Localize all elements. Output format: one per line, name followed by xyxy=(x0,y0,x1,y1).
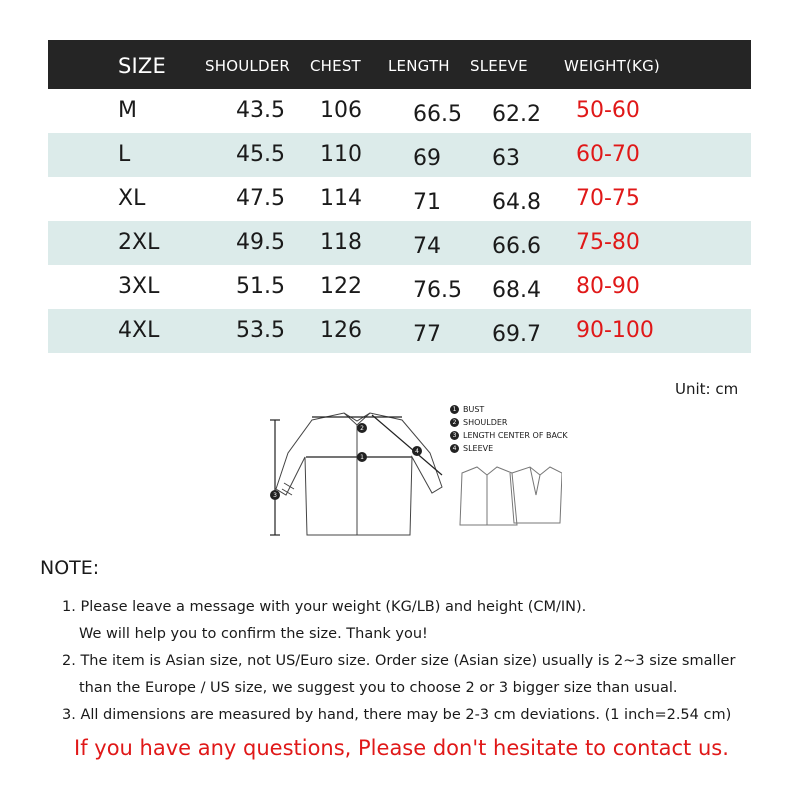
cell-sleeve: 63 xyxy=(492,146,520,171)
cell-weight: 80-90 xyxy=(576,274,640,299)
cell-length: 77 xyxy=(413,322,441,347)
cell-size: XL xyxy=(118,186,146,211)
note-line: 2. The item is Asian size, not US/Euro size. Order size (Asian size) usually is 2~3 size smaller xyxy=(62,653,736,669)
note-title: NOTE: xyxy=(40,557,100,579)
cell-size: 2XL xyxy=(118,230,160,255)
header-chest: CHEST xyxy=(310,57,361,75)
legend-item: 1 BUST xyxy=(450,403,568,416)
notes-list xyxy=(62,594,735,729)
header-length: LENGTH xyxy=(388,57,450,75)
cell-sleeve: 62.2 xyxy=(492,102,541,127)
cell-length: 74 xyxy=(413,234,441,259)
cell-weight: 75-80 xyxy=(576,230,640,255)
svg-text:3: 3 xyxy=(273,492,277,499)
cell-weight: 50-60 xyxy=(576,98,640,123)
table-row xyxy=(48,133,751,177)
cell-size: 3XL xyxy=(118,274,160,299)
table-row xyxy=(48,221,751,265)
legend-item: 3 LENGTH CENTER OF BACK xyxy=(450,429,568,442)
cell-sleeve: 69.7 xyxy=(492,322,541,347)
note-line: than the Europe / US size, we suggest you to choose 2 or 3 bigger size than usual. xyxy=(79,680,678,696)
note-line: 1. Please leave a message with your weight (KG/LB) and height (CM/IN). xyxy=(62,599,587,615)
table-header xyxy=(48,40,751,89)
note-line: We will help you to confirm the size. Thank you! xyxy=(79,626,428,642)
cell-chest: 110 xyxy=(320,142,362,167)
cell-shoulder: 49.5 xyxy=(236,230,285,255)
cell-weight: 90-100 xyxy=(576,318,654,343)
cell-chest: 106 xyxy=(320,98,362,123)
svg-text:4: 4 xyxy=(415,448,419,455)
cell-sleeve: 66.6 xyxy=(492,234,541,259)
header-size: SIZE xyxy=(118,54,166,78)
table-row xyxy=(48,309,751,353)
cell-size: M xyxy=(118,98,137,123)
table-row xyxy=(48,89,751,133)
cell-length: 76.5 xyxy=(413,278,462,303)
header-sleeve: SLEEVE xyxy=(470,57,528,75)
contact-message: If you have any questions, Please don't hesitate to contact us. xyxy=(74,736,729,760)
cell-shoulder: 47.5 xyxy=(236,186,285,211)
legend-item: 4 SLEEVE xyxy=(450,442,568,455)
cell-shoulder: 51.5 xyxy=(236,274,285,299)
cell-length: 66.5 xyxy=(413,102,462,127)
svg-text:2: 2 xyxy=(360,425,364,432)
header-weight: WEIGHT(KG) xyxy=(564,57,660,75)
cell-chest: 122 xyxy=(320,274,362,299)
cell-chest: 126 xyxy=(320,318,362,343)
cell-weight: 60-70 xyxy=(576,142,640,167)
header-shoulder: SHOULDER xyxy=(205,57,290,75)
svg-text:1: 1 xyxy=(360,454,364,461)
cell-weight: 70-75 xyxy=(576,186,640,211)
cell-shoulder: 45.5 xyxy=(236,142,285,167)
cell-chest: 114 xyxy=(320,186,362,211)
table-row xyxy=(48,177,751,221)
cell-size: 4XL xyxy=(118,318,160,343)
note-line: 3. All dimensions are measured by hand, there may be 2-3 cm deviations. (1 inch=2.54 cm) xyxy=(62,707,732,723)
cell-chest: 118 xyxy=(320,230,362,255)
table-row xyxy=(48,265,751,309)
cell-length: 71 xyxy=(413,190,441,215)
cell-sleeve: 64.8 xyxy=(492,190,541,215)
size-chart-table xyxy=(48,40,751,353)
cell-shoulder: 53.5 xyxy=(236,318,285,343)
cell-sleeve: 68.4 xyxy=(492,278,541,303)
unit-label: Unit: cm xyxy=(675,380,739,398)
cell-shoulder: 43.5 xyxy=(236,98,285,123)
cell-length: 69 xyxy=(413,146,441,171)
cell-size: L xyxy=(118,142,131,167)
legend-item: 2 SHOULDER xyxy=(450,416,568,429)
diagram-legend xyxy=(450,403,568,455)
